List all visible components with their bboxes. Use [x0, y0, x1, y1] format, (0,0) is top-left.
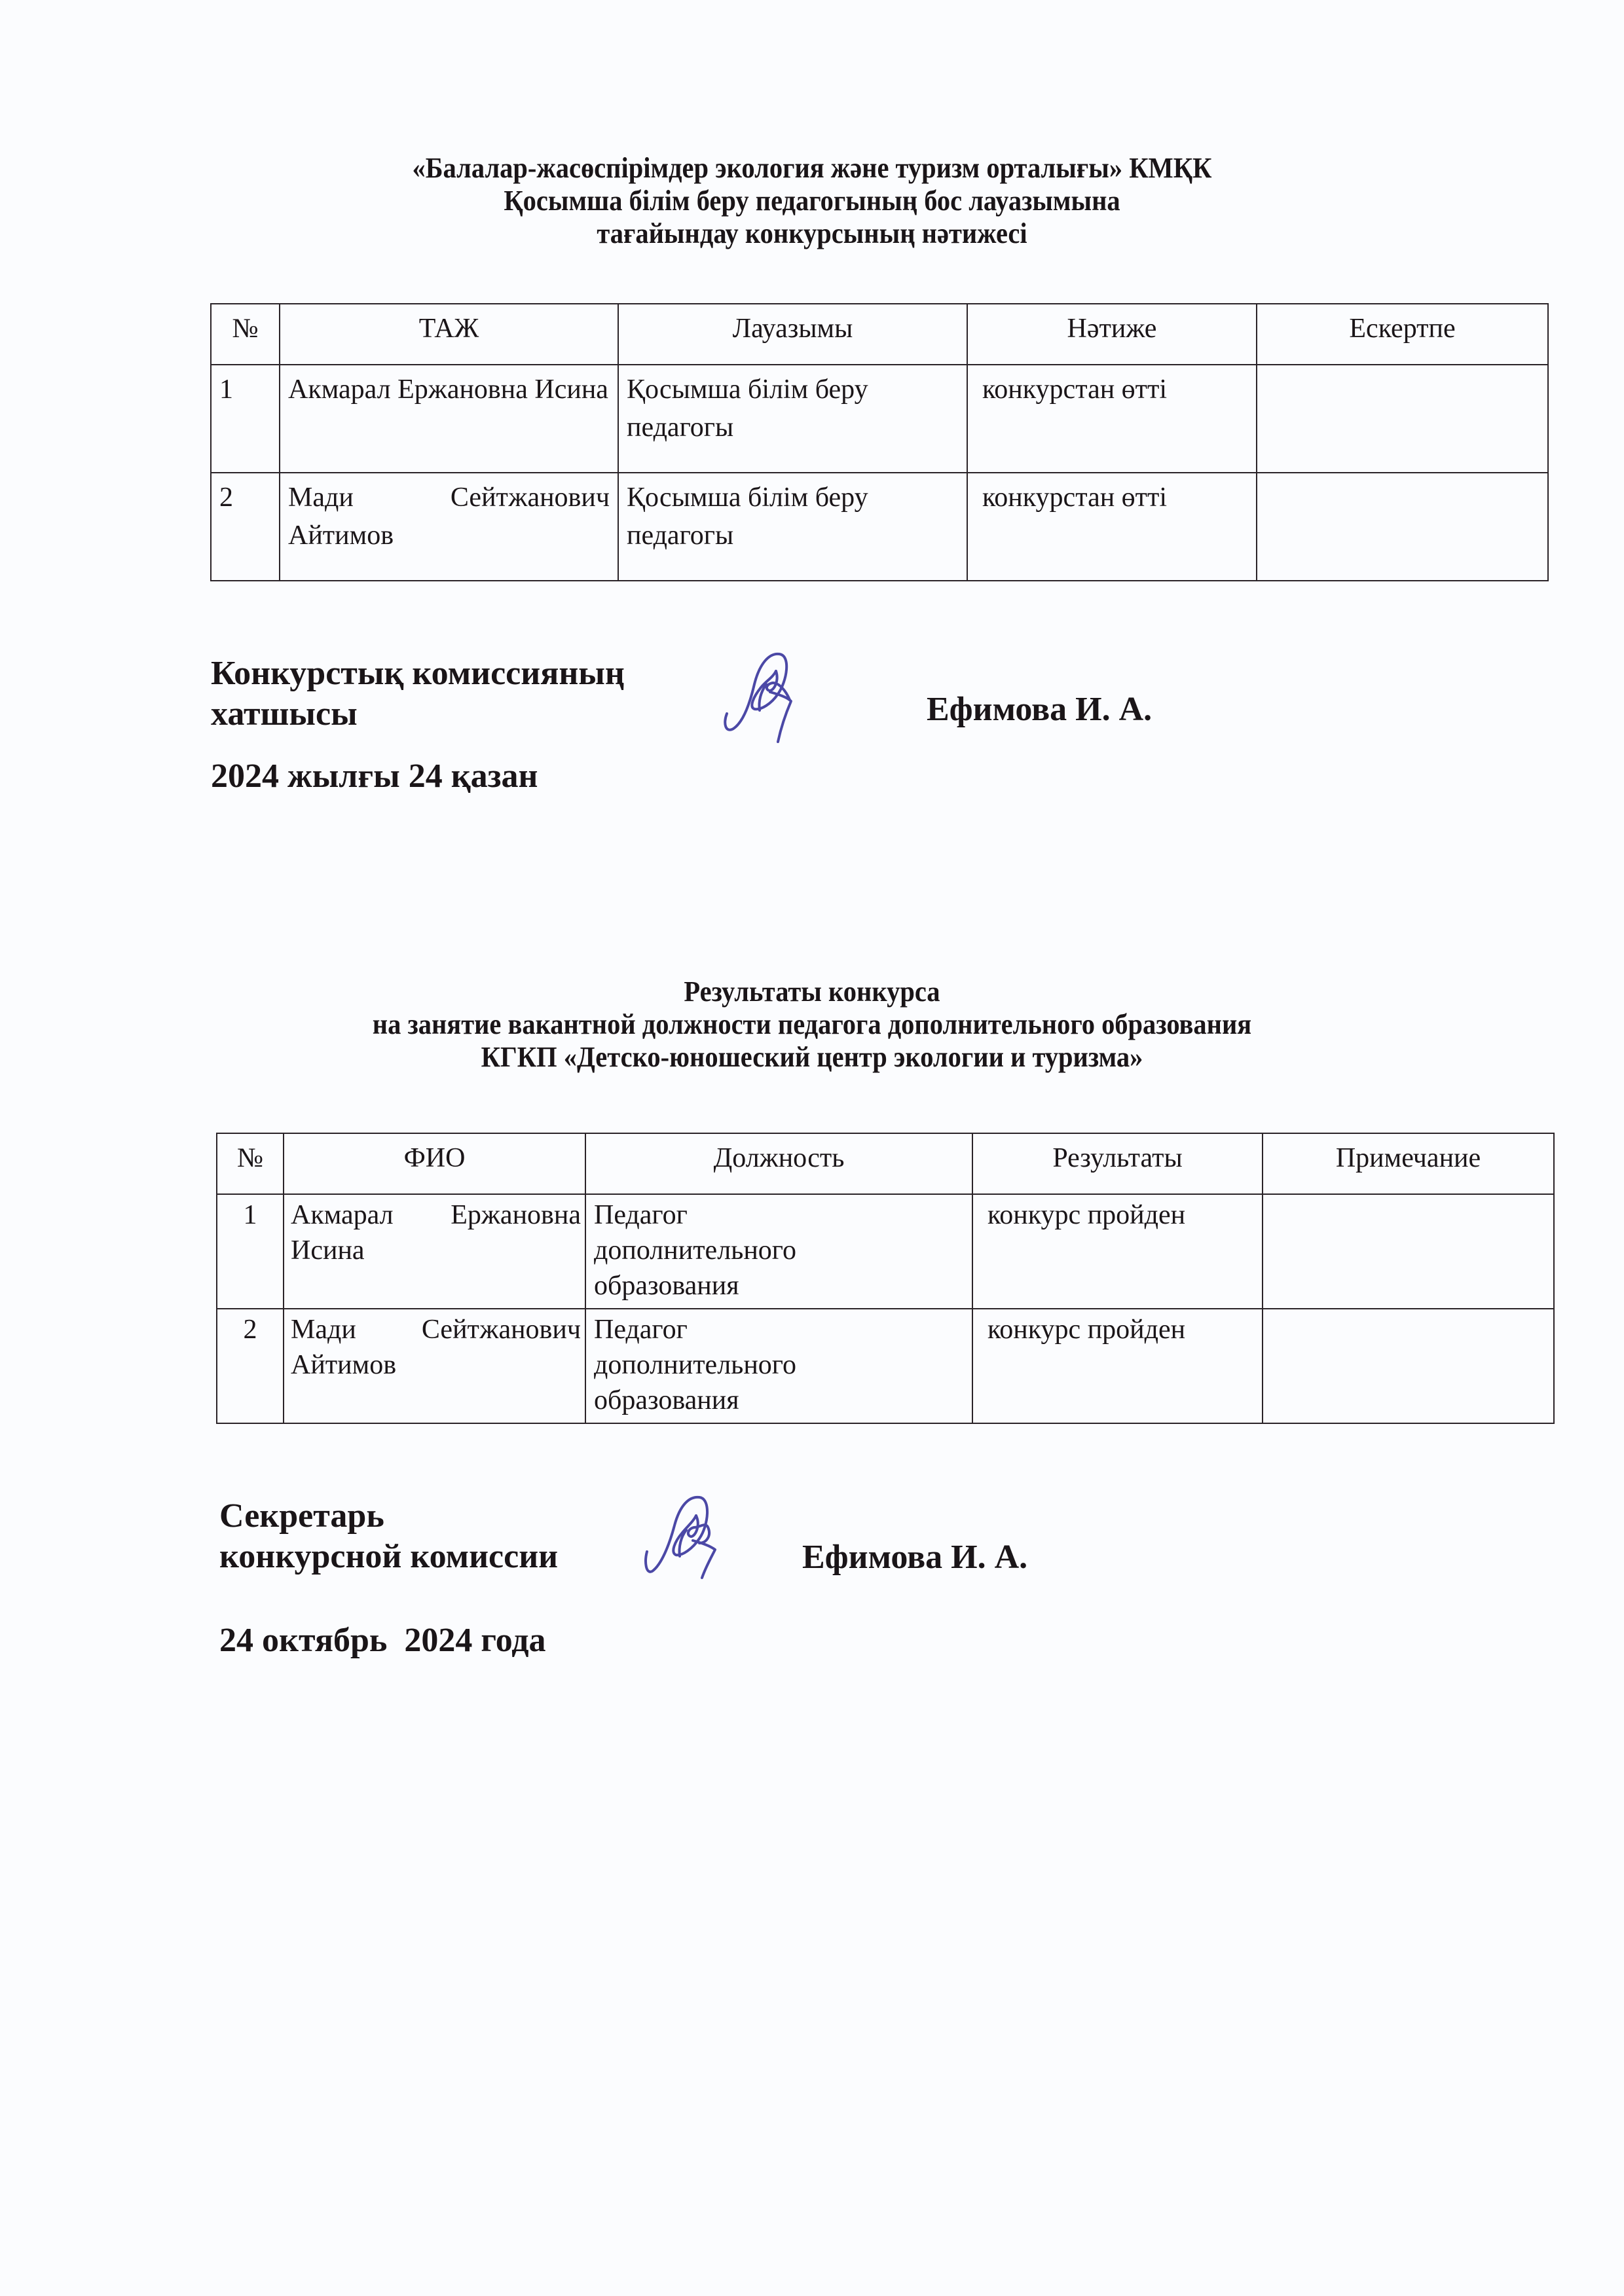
- header-number: №: [217, 1133, 284, 1194]
- row-position: Қосымша білім беру педагогы: [618, 473, 967, 581]
- russian-title-line-2: на занятие вакантной должности педагога дополнительного образования: [372, 1008, 1252, 1040]
- row-number: 1: [211, 365, 280, 473]
- header-full-name: ФИО: [284, 1133, 585, 1194]
- signature-icon: [635, 1489, 740, 1588]
- russian-title: [65, 975, 1559, 1074]
- row-full-name: Мади Сейтжанович Айтимов: [280, 473, 618, 581]
- table-row: [217, 1194, 1554, 1309]
- kazakh-title-line-2: Қосымша білім беру педагогының бос лауазымына: [504, 185, 1120, 217]
- kazakh-signatory-role-line-1: Конкурстық комиссияның: [211, 655, 625, 692]
- russian-signatory-role-line-2: конкурсной комиссии: [219, 1538, 559, 1575]
- header-note: Примечание: [1263, 1133, 1554, 1194]
- kazakh-date: 2024 жылғы 24 қазан: [211, 757, 538, 795]
- header-result: Результаты: [972, 1133, 1263, 1194]
- row-result: конкурстан өтті: [967, 365, 1257, 473]
- table-row: [211, 365, 1548, 473]
- kazakh-signatory-name: Ефимова И. А.: [927, 691, 1153, 728]
- kazakh-title-line-1: «Балалар-жасөспірімдер экология және туризм орталығы» КМҚК: [412, 152, 1212, 184]
- row-note: [1263, 1309, 1554, 1423]
- russian-title-line-3: КГКП «Детско-юношеский центр экологии и туризма»: [481, 1041, 1143, 1073]
- row-result: конкурстан өтті: [967, 473, 1257, 581]
- kazakh-results-table: [210, 303, 1549, 581]
- russian-signatory-role-line-1: Секретарь: [219, 1497, 384, 1535]
- kazakh-title: [65, 152, 1559, 250]
- row-number: 1: [217, 1194, 284, 1309]
- russian-date: 24 октябрь 2024 года: [219, 1622, 546, 1659]
- row-position: Қосымша білім беру педагогы: [618, 365, 967, 473]
- header-position: Должность: [585, 1133, 972, 1194]
- russian-results-table: [216, 1133, 1555, 1424]
- row-position: Педагог дополнительного образования: [585, 1194, 972, 1309]
- russian-signatory-role: [219, 1496, 558, 1577]
- row-full-name: Мади Сейтжанович Айтимов: [284, 1309, 585, 1423]
- header-result: Нәтиже: [967, 304, 1257, 365]
- signature-icon: [714, 645, 819, 750]
- row-number: 2: [217, 1309, 284, 1423]
- row-full-name: Акмарал Ержановна Исина: [284, 1194, 585, 1309]
- header-number: №: [211, 304, 280, 365]
- row-full-name: Акмарал Ержановна Исина: [280, 365, 618, 473]
- kazakh-title-line-3: тағайындау конкурсының нәтижесі: [597, 217, 1027, 249]
- row-result: конкурс пройден: [972, 1309, 1263, 1423]
- row-result: конкурс пройден: [972, 1194, 1263, 1309]
- russian-signatory-name: Ефимова И. А.: [802, 1539, 1028, 1576]
- kazakh-table-header-row: [211, 304, 1548, 365]
- row-note: [1257, 473, 1548, 581]
- row-position: Педагог дополнительного образования: [585, 1309, 972, 1423]
- row-number: 2: [211, 473, 280, 581]
- kazakh-signatory-role-line-2: хатшысы: [211, 695, 358, 733]
- kazakh-signatory-role: [211, 653, 625, 735]
- row-note: [1257, 365, 1548, 473]
- table-row: [211, 473, 1548, 581]
- header-note: Ескертпе: [1257, 304, 1548, 365]
- table-row: [217, 1309, 1554, 1423]
- russian-title-line-1: Результаты конкурса: [684, 975, 940, 1008]
- russian-table-header-row: [217, 1133, 1554, 1194]
- header-position: Лауазымы: [618, 304, 967, 365]
- header-full-name: ТАЖ: [280, 304, 618, 365]
- row-note: [1263, 1194, 1554, 1309]
